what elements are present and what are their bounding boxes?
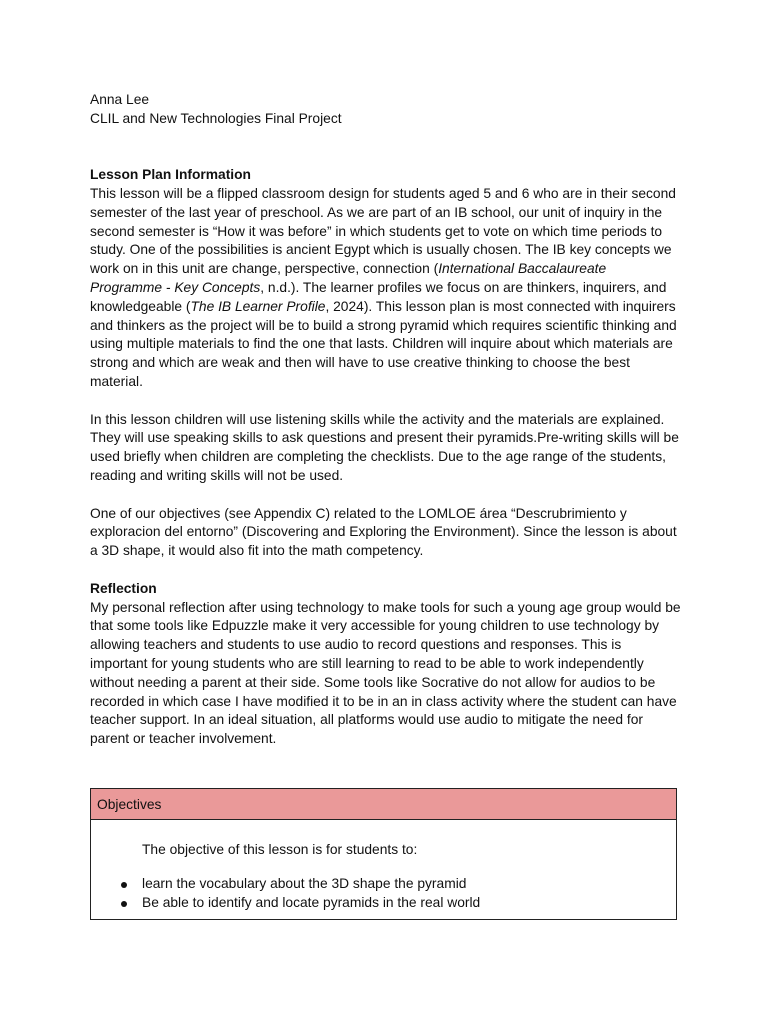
objectives-intro: The objective of this lesson is for students to: — [142, 842, 418, 857]
reflection-paragraph: My personal reflection after using technology to make tools for such a young age group would be that some tools like Edpuzzle make it very accessible for young children to use technology by allowing teachers and students to use audio to record questions and responses. This is important for young students who are still learning to read to be able to work independently without needing a parent at their side. Some tools like Socrative do not allow for audios to be recorded in which case I have modified it to be in an in class activity where the student can have teacher support. In an ideal situation, all platforms would use audio to mitigate the need for parent or teacher involvement. — [90, 599, 681, 747]
objective-item: Be able to identify and locate pyramids in the real world — [91, 894, 676, 913]
document-body — [90, 91, 682, 749]
author-name: Anna Lee — [90, 92, 150, 107]
reflection-heading: Reflection — [90, 580, 157, 596]
lesson-paragraph-2: In this lesson children will use listening skills while the activity and the materials are explained. They will use speaking skills to ask questions and present their pyramids.Pre-writing skills will be used briefly when children are completing the checklists. Due to the age range of the students, reading and writing skills will not be used. — [90, 411, 679, 483]
bullet-icon — [121, 882, 127, 888]
objectives-table — [90, 788, 677, 920]
objectives-table-body — [91, 820, 676, 919]
objectives-table-header: Objectives — [91, 789, 676, 820]
lesson-paragraph-1: This lesson will be a flipped classroom design for students aged 5 and 6 who are in their second semester of the last year of preschool. As we are part of an IB school, our unit of inquiry in the second semester is “How it was before” in which students get to vote on which time periods to study. One of the possibilities is ancient Egypt which is usually chosen. The IB key concepts we work on in this unit are change, perspective, connection (International Baccalaureate Programme - Key Concepts, n.d.). The learner profiles we focus on are thinkers, inquirers, and knowledgeable (The IB Learner Profile, 2024). This lesson plan is most connected with inquirers and thinkers as the project will be to build a strong pyramid which requires scientific thinking and using multiple materials to find the one that lasts. Children will inquire about which materials are strong and which are weak and then will have to use creative thinking to choose the best material. — [90, 185, 677, 389]
bullet-icon — [121, 901, 127, 907]
objectives-list — [91, 875, 676, 913]
lesson-plan-heading: Lesson Plan Information — [90, 167, 251, 183]
objective-item: learn the vocabulary about the 3D shape the pyramid — [91, 875, 676, 894]
lesson-paragraph-3: One of our objectives (see Appendix C) related to the LOMLOE área “Descrubrimiento y exploracion del entorno” (Discovering and Exploring the Environment). Since the lesson is about a 3D shape, it would also fit into the math competency. — [90, 505, 677, 559]
project-title: CLIL and New Technologies Final Project — [90, 110, 342, 126]
